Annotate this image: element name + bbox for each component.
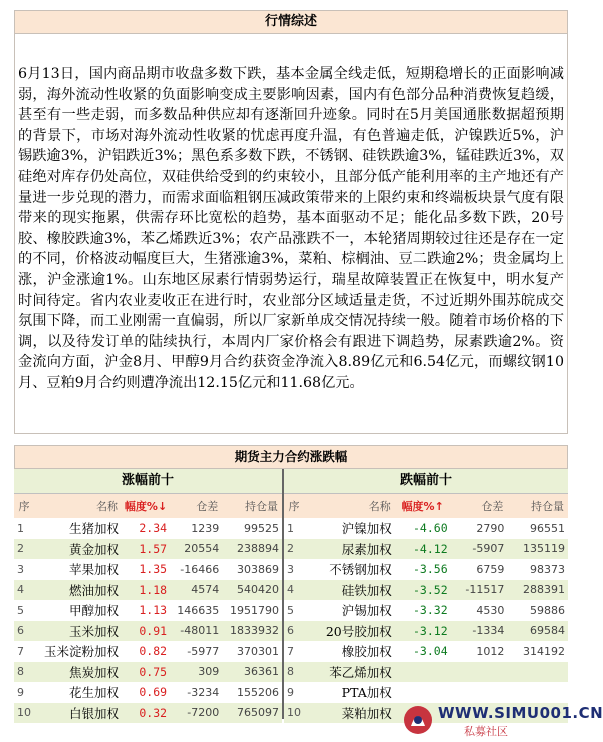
- row-index: 6: [284, 621, 304, 642]
- watermark-sub: 私募社区: [464, 725, 508, 738]
- row-change-pct: [395, 662, 451, 683]
- row-open-interest: 314192: [523, 644, 565, 658]
- table-row[interactable]: [14, 641, 282, 662]
- site-logo-icon: [402, 702, 434, 738]
- row-change-pct: 1.35: [139, 562, 168, 577]
- table-row[interactable]: [284, 662, 568, 683]
- row-index: 9: [287, 685, 294, 699]
- table-row[interactable]: [14, 621, 282, 642]
- summary-box: [14, 34, 568, 434]
- row-open-interest: 303869: [237, 562, 279, 576]
- gainers-title: 涨幅前十: [14, 469, 282, 494]
- row-change-pct: -3.04: [413, 644, 448, 659]
- row-oi-diff: 4530: [476, 603, 505, 617]
- row-oi-diff: -11517: [451, 580, 508, 601]
- row-index: 10: [14, 703, 34, 724]
- row-oi-diff: [451, 662, 508, 683]
- row-oi-diff: 1239: [191, 521, 220, 535]
- row-contract-name: 尿素加权: [304, 539, 395, 560]
- row-open-interest: 99525: [244, 521, 279, 535]
- row-contract-name: 甲醇加权: [69, 603, 120, 619]
- row-index: 2: [284, 539, 304, 560]
- row-index: 3: [287, 562, 294, 576]
- row-open-interest: 370301: [237, 644, 279, 658]
- row-change-pct: 0.82: [139, 644, 168, 659]
- row-contract-name: 橡胶加权: [341, 644, 392, 660]
- row-oi-diff: 4574: [170, 580, 222, 601]
- summary-text: 6月13日，国内商品期市收盘多数下跌，基本金属全线走低，短期稳增长的正面影响减弱，海外流动性收紧的负面影响变成主要影响因素，国内有色部分品种消费恢复趋缓，甚至有一些走弱，而多数品种供应却有逐渐回升迹象。同时在5月美国通胀数据超预期的背景下，市场对海外流动性收紧的忧虑再度升温，有色普遍走低，沪镍跌近5%，沪锡跌逾3%，沪铝跌近3%；黑色系多数下跌，不锈钢、硅铁跌逾3%，锰硅跌近3%，双硅绝对库存仍处高位，双硅供给受到的约束较小，且部分低产能利用率的主产地还有产量进一步兑现的潜力，而需求面临粗钢压减政策带来的上限约束和终端板块景气度有限带来的现实拖累，供需存环比宽松的趋势，基本面驱动不足；能化品多数下跌，20号胶、橡胶跌逾3%，苯乙烯跌近3%；农产品涨跌不一，本轮猪周期较过往还是存在一定的不同，价格波动幅度巨大，生猪涨逾3%，菜粕、棕榈油、豆二跌逾2%；贵金属均上涨，沪金涨逾1%。山东地区尿素行情弱势运行，瑞星故障装置正在恢复中，明水复产时间待定。省内农业麦收正在进行时，农业部分区域适量走货，不过近期外围苏皖成交氛围下降，而工业刚需一直偏弱，所以厂家新单成交情况持续一般。随着市场价格的下调，以及待发订单的陆续执行，本周内厂家价格会有跟进下调趋势，尿素跌逾2%。资金流向方面，沪金8月、甲醇9月合约获资金净流入8.89亿元和6.54亿元，而螺纹钢10月、豆粕9月合约则遭净流出12.15亿元和11.68亿元。: [18, 66, 564, 391]
- losers-panel: [282, 469, 568, 719]
- row-open-interest: 288391: [507, 580, 568, 601]
- row-oi-diff: -7200: [170, 703, 222, 724]
- col-name[interactable]: 名称: [304, 494, 395, 518]
- row-open-interest: 765097: [222, 703, 282, 724]
- row-index: 1: [17, 521, 24, 535]
- row-oi-diff: -16466: [180, 562, 220, 576]
- table-row[interactable]: [284, 539, 568, 560]
- row-contract-name: 沪锡加权: [341, 603, 392, 619]
- row-contract-name: 玉米加权: [34, 621, 122, 642]
- row-oi-diff: -3234: [187, 685, 220, 699]
- row-open-interest: 155206: [237, 685, 279, 699]
- row-change-pct: 1.13: [139, 603, 168, 618]
- table-row[interactable]: [284, 641, 568, 662]
- row-index: 1: [287, 521, 294, 535]
- row-oi-diff: 6759: [476, 562, 505, 576]
- table-row[interactable]: [284, 580, 568, 601]
- row-index: 5: [287, 603, 294, 617]
- watermark-site: WWW.SIMU001.CN: [438, 704, 603, 722]
- row-index: 9: [17, 685, 24, 699]
- col-oi-diff[interactable]: 仓差: [170, 494, 222, 518]
- row-contract-name: 苹果加权: [69, 562, 120, 578]
- losers-table: [284, 494, 568, 723]
- col-open-interest[interactable]: 持仓量: [507, 494, 568, 518]
- row-contract-name: 生猪加权: [69, 521, 120, 537]
- row-change-pct: 1.18: [122, 580, 170, 601]
- row-contract-name: 硅铁加权: [304, 580, 395, 601]
- row-oi-diff: -5977: [187, 644, 220, 658]
- row-change-pct: 0.32: [122, 703, 170, 724]
- table-row[interactable]: [14, 539, 282, 560]
- row-oi-diff: 20554: [170, 539, 222, 560]
- table-row[interactable]: [284, 600, 568, 621]
- row-open-interest: 540420: [222, 580, 282, 601]
- table-row[interactable]: [284, 559, 568, 580]
- gainers-panel: [14, 469, 282, 719]
- col-change-sort-desc[interactable]: 幅度%↓: [122, 494, 170, 518]
- row-index: 4: [284, 580, 304, 601]
- table-row[interactable]: [14, 580, 282, 601]
- row-contract-name: 不锈钢加权: [329, 562, 392, 578]
- row-index: 2: [14, 539, 34, 560]
- row-contract-name: 20号胶加权: [304, 621, 395, 642]
- row-contract-name: 花生加权: [69, 685, 120, 701]
- row-index: 10: [284, 703, 304, 724]
- row-change-pct: 0.91: [122, 621, 170, 642]
- col-name[interactable]: 名称: [34, 494, 122, 518]
- row-change-pct: 0.75: [122, 662, 170, 683]
- row-oi-diff: -1334: [451, 621, 508, 642]
- row-change-pct: 1.57: [122, 539, 170, 560]
- row-contract-name: 白银加权: [34, 703, 122, 724]
- row-open-interest: 238894: [222, 539, 282, 560]
- losers-title: 跌幅前十: [284, 469, 568, 494]
- table-row[interactable]: [14, 559, 282, 580]
- row-oi-diff: 309: [170, 662, 222, 683]
- table-row[interactable]: [14, 662, 282, 683]
- row-contract-name: 黄金加权: [34, 539, 122, 560]
- row-change-pct: 2.34: [139, 521, 168, 536]
- row-open-interest: 135119: [507, 539, 568, 560]
- col-change-sort-asc[interactable]: 幅度%↑: [395, 494, 451, 518]
- row-open-interest: 36361: [222, 662, 282, 683]
- col-oi-diff[interactable]: 仓差: [451, 494, 508, 518]
- row-change-pct: -4.12: [395, 539, 451, 560]
- row-index: 5: [17, 603, 24, 617]
- row-contract-name: 苯乙烯加权: [304, 662, 395, 683]
- table-row[interactable]: [284, 518, 568, 539]
- row-contract-name: 沪镍加权: [341, 521, 392, 537]
- row-contract-name: 燃油加权: [34, 580, 122, 601]
- row-index: 7: [287, 644, 294, 658]
- row-open-interest: 1951790: [230, 603, 279, 617]
- row-open-interest: 1833932: [222, 621, 282, 642]
- table-row[interactable]: [14, 600, 282, 621]
- row-change-pct: -3.32: [413, 603, 448, 618]
- row-open-interest: 69584: [507, 621, 568, 642]
- row-change-pct: -3.56: [413, 562, 448, 577]
- row-change-pct: -3.12: [395, 621, 451, 642]
- row-change-pct: -3.52: [395, 580, 451, 601]
- gainers-table: [14, 494, 282, 723]
- row-open-interest: 59886: [530, 603, 565, 617]
- row-contract-name: 玉米淀粉加权: [44, 644, 120, 660]
- row-oi-diff: -48011: [170, 621, 222, 642]
- row-index: 7: [17, 644, 24, 658]
- row-index: 8: [284, 662, 304, 683]
- row-oi-diff: 2790: [476, 521, 505, 535]
- row-change-pct: 0.69: [139, 685, 168, 700]
- table-row[interactable]: [14, 703, 282, 724]
- col-index[interactable]: 序: [14, 494, 34, 518]
- table-row[interactable]: [14, 682, 282, 703]
- table-row[interactable]: [14, 518, 282, 539]
- row-oi-diff: 1012: [476, 644, 505, 658]
- row-index: 4: [14, 580, 34, 601]
- watermark: [398, 700, 603, 742]
- row-index: 3: [17, 562, 24, 576]
- row-contract-name: PTA加权: [341, 685, 392, 701]
- summary-header: 行情综述: [14, 10, 568, 34]
- row-oi-diff: -5907: [451, 539, 508, 560]
- col-index[interactable]: 序: [284, 494, 304, 518]
- row-open-interest: 98373: [530, 562, 565, 576]
- row-open-interest: 96551: [530, 521, 565, 535]
- table-row[interactable]: [284, 621, 568, 642]
- row-open-interest: [507, 662, 568, 683]
- col-open-interest[interactable]: 持仓量: [222, 494, 282, 518]
- row-contract-name: 菜粕加权: [304, 703, 395, 724]
- futures-table-header: 期货主力合约涨跌幅: [14, 445, 568, 469]
- row-index: 6: [14, 621, 34, 642]
- row-oi-diff: 146635: [177, 603, 220, 617]
- row-contract-name: 焦炭加权: [34, 662, 122, 683]
- row-index: 8: [14, 662, 34, 683]
- row-change-pct: -4.60: [413, 521, 448, 536]
